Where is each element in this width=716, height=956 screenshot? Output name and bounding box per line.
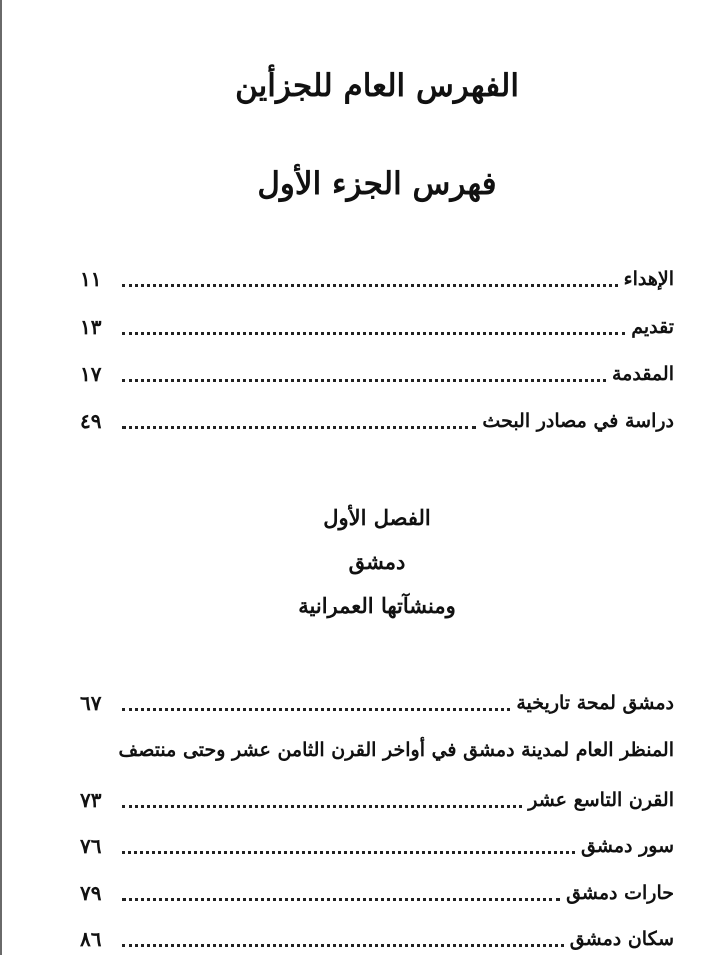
toc-entry-page: ٦٧ <box>80 691 102 715</box>
toc-entry-page: ٧٩ <box>80 881 102 905</box>
toc-entry <box>80 357 674 391</box>
toc-entry-title: دراسة في مصادر البحث <box>482 410 674 432</box>
toc-entry-title: حارات دمشق <box>566 882 674 904</box>
toc-entry-page: ١١ <box>80 267 102 291</box>
toc-entry-title: تقديم <box>631 316 674 338</box>
part-title: فهرس الجزء الأول <box>257 166 497 202</box>
toc-entry-page: ١٣ <box>80 315 102 339</box>
toc-entry-title: المقدمة <box>611 363 674 385</box>
toc-entry-title: الإهداء <box>623 268 674 290</box>
dot-leader <box>122 332 625 335</box>
toc-entry <box>80 829 674 863</box>
toc-entry <box>80 310 674 344</box>
toc-entry <box>80 404 674 438</box>
toc-entry-page: ١٧ <box>80 362 102 386</box>
chapter-label: الفصل الأول <box>323 505 431 530</box>
toc-page <box>80 0 674 955</box>
toc-entry <box>80 262 674 296</box>
toc-entry <box>80 686 674 720</box>
toc-entry-title: القرن التاسع عشر <box>528 789 674 811</box>
toc-entry <box>80 733 674 767</box>
page-edge-rule <box>0 0 2 955</box>
toc-entry <box>80 922 674 956</box>
toc-entry-title: سور دمشق <box>581 835 674 857</box>
chapter-subtitle: ومنشآتها العمرانية <box>298 593 456 618</box>
main-title: الفهرس العام للجزأين <box>235 68 519 104</box>
toc-entry <box>80 876 674 910</box>
toc-entry-title: سكان دمشق <box>569 928 674 950</box>
toc-entry-page: ٤٩ <box>80 409 102 433</box>
toc-entry-title: دمشق لمحة تاريخية <box>516 692 674 714</box>
chapter-title: دمشق <box>348 549 406 574</box>
dot-leader <box>122 708 510 711</box>
dot-leader <box>122 284 618 287</box>
dot-leader <box>122 898 560 901</box>
toc-entry-page: ٧٦ <box>80 834 102 858</box>
toc-entry-page: ٧٣ <box>80 788 102 812</box>
dot-leader <box>122 426 476 429</box>
toc-entry <box>80 783 674 817</box>
dot-leader <box>122 379 606 382</box>
dot-leader <box>122 805 522 808</box>
toc-entry-page: ٨٦ <box>80 927 102 951</box>
toc-entry-title: المنظر العام لمدينة دمشق في أواخر القرن الثامن عشر وحتى منتصف <box>118 739 674 761</box>
dot-leader <box>122 851 575 854</box>
dot-leader <box>122 944 564 947</box>
